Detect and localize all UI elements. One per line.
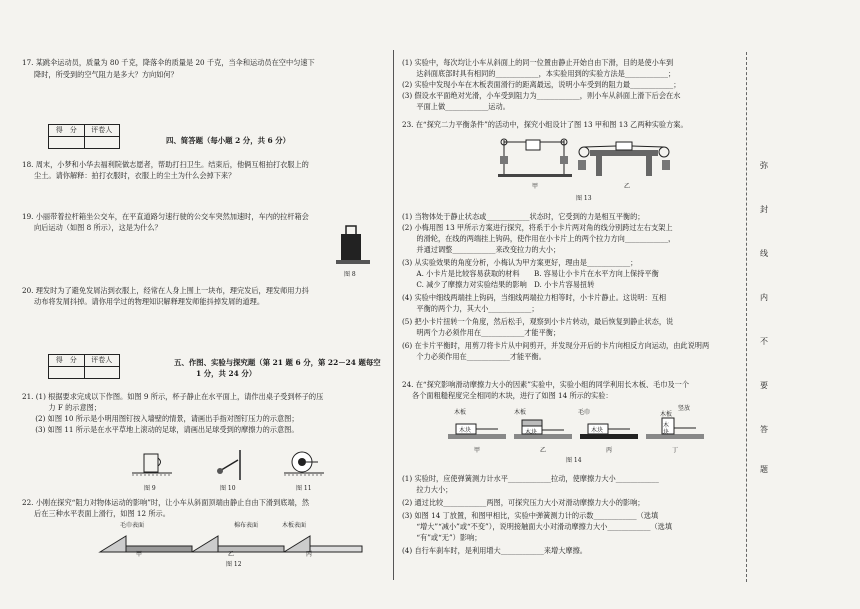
q22-item-1b: 达斜面底部时具有相同的____________，本实验用到的实验方法是____________； (402, 69, 676, 78)
section-4-title: 四、简答题（每小题 2 分，共 6 分） (166, 136, 291, 145)
seal-char: 内 (760, 293, 768, 302)
fig14-part-c: 丙 (606, 447, 613, 454)
figure-13-b (576, 136, 672, 180)
q22-item-2: (2) 实验中发现小车在木板表面滑行的距离最远，说明小车受到的阻力最____________； (402, 80, 681, 89)
seal-char: 答 (760, 425, 768, 434)
q24-item-1b: 拉力大小； (402, 485, 453, 494)
figure-10-thumbtack (210, 450, 250, 482)
q24-item-3: (3) 如图 14 丁放置，和图甲相比，实验中弹簧测力计的示数____________（选填 (402, 511, 659, 520)
q18-line-2: 尘土。请你解释：拍打衣服时，衣服上的尘土为什么会掉下来？ (34, 171, 236, 180)
q23-item-2: (2) 小梅用图 13 甲所示方案进行探究，将系于小卡片两对角的线分别跨过左右支架上 (402, 223, 673, 232)
grader-label: 评卷人 (84, 125, 120, 137)
fig14-block-a: 木块 (459, 427, 472, 434)
score-box-1 (48, 124, 120, 149)
fig14-part-b: 乙 (540, 447, 547, 454)
q23-item-4b: 平衡的两个力，其大小____________； (402, 304, 539, 313)
score-label: 得 分 (49, 355, 85, 367)
seal-char: 要 (760, 381, 768, 390)
q22-item-3b: 平面上做____________运动。 (402, 102, 510, 111)
figure-12-caption: 图 12 (226, 561, 242, 568)
figure-14-caption: 图 14 (566, 457, 582, 464)
fig14-label-a: 木板 (454, 409, 467, 416)
grader-label: 评卷人 (84, 355, 120, 367)
q23-item-6: (6) 在卡片平衡时，用剪刀将卡片从中间剪开，并发现分开后的卡片向相反方向运动，由此说明两 (402, 341, 710, 350)
fig14-part-a: 甲 (474, 447, 481, 454)
q20-line-2: 动布将发屑抖掉。请你用学过的物理知识解释理发师能抖掉发屑的道理。 (34, 297, 265, 306)
fig12-label-wood: 木板表面 (282, 522, 307, 529)
fig14-part-d: 丁 (672, 447, 679, 454)
q24-stem-2: 各个面粗糙程度完全相同的木块，进行了如图 14 所示的实验： (412, 391, 613, 400)
figure-9-caption: 图 9 (144, 485, 156, 492)
q17-line-1: 17. 某跳伞运动员，质量为 80 千克，降落伞的质量是 20 千克，当伞和运动员在空中匀速下 (22, 58, 315, 67)
fig12-part-b: 乙 (228, 551, 235, 558)
seal-char: 题 (760, 465, 768, 474)
q24-item-2: (2) 通过比较____________两图，可探究压力大小对滑动摩擦力大小的影响； (402, 498, 645, 507)
section-5-title-2: 1 分，共 24 分） (196, 369, 257, 378)
fig12-part-a: 甲 (136, 551, 143, 558)
q23-item-4: (4) 实验中细线两端挂上钩码，当细线两端拉力相等时，小卡片静止。这说明：互相 (402, 293, 667, 302)
q21-line-4: (3) 如图 11 所示是在水平草地上滚动的足球，请画出足球受到的摩擦力的示意图。 (28, 425, 299, 434)
q22-line-1: 22. 小刚在探究“阻力对物体运动的影响”时，让小车从斜面顶端由静止自由下滑到底端，然 (22, 498, 310, 507)
fig14-block-b: 木块 (525, 429, 538, 436)
figure-8-caption: 图 8 (344, 271, 356, 278)
q23-item-5: (5) 把小卡片扭转一个角度，然后松手，观察到小卡片转动，最后恢复到静止状态，说 (402, 317, 674, 326)
figure-13-caption: 图 13 (576, 195, 592, 202)
fig14-label-b: 木板 (514, 409, 527, 416)
figure-10-caption: 图 10 (220, 485, 236, 492)
q20-line-1: 20. 理发时为了避免发屑沾到衣服上，经常在人身上围上一块布，理完发后，理发师用力抖 (22, 286, 309, 295)
q23-stem: 23. 在“探究二力平衡条件”的活动中，探究小组设计了图 13 甲和图 13 乙两种实验方案。 (402, 120, 688, 129)
q22-item-1: (1) 实验中，每次均让小车从斜面上的同一位置由静止开始自由下滑，目的是使小车到 (402, 58, 674, 67)
q23-option-cd: C. 减少了摩擦力对实验结果的影响 D. 小卡片容易扭转 (402, 280, 595, 289)
fig14-block-c: 木块 (591, 427, 604, 434)
q22-item-3: (3) 假设水平面绝对光滑，小车受到阻力为____________，则小车从斜面上滑下后会在水 (402, 91, 681, 100)
q24-item-1: (1) 实验时，应使弹簧测力计水平____________拉动，使摩擦力大小____________ (402, 474, 659, 483)
q23-item-1: (1) 当物体处于静止状态或____________状态时，它受到的力是相互平衡的； (402, 212, 645, 221)
fig14-block-d: 木块 (663, 422, 670, 436)
column-divider (393, 50, 394, 580)
q17-line-2: 降时，所受到的空气阻力是多大？方向如何？ (34, 70, 178, 79)
score-box-2 (48, 354, 120, 379)
score-label: 得 分 (49, 125, 85, 137)
figure-11-football (284, 450, 324, 482)
fig12-label-towel: 毛巾表面 (120, 522, 145, 529)
fig13-part-b: 乙 (624, 183, 631, 190)
seal-line (746, 52, 747, 582)
q21-line-2: 力 F 的示意图； (34, 403, 102, 412)
q24-stem-1: 24. 在“探究影响滑动摩擦力大小的因素”实验中，实验小组的同学利用长木板、毛巾及一个 (402, 380, 690, 389)
q21-line-1: 21. (1) 根据要求完成以下作图。如图 9 所示，杯子静止在水平面上，请作出桌子受到杯子的压 (22, 392, 324, 401)
fig14-label-d: 木板 (660, 411, 673, 418)
q22-line-2: 后在三种水平表面上滑行，如图 12 所示。 (34, 509, 170, 518)
section-5-title-1: 五、作图、实验与探究题（第 21 题 6 分，第 22－24 题每空 (174, 358, 381, 367)
q19-line-2: 向后运动（如图 8 所示），这是为什么？ (34, 223, 162, 232)
fig12-label-cotton: 棉布表面 (234, 522, 259, 529)
fig14-label-d-upright: 竖放 (678, 405, 691, 412)
q21-line-3: (2) 如图 10 所示是小明用图钉按入墙壁的情景，请画出手指对图钉压力的示意图； (28, 414, 299, 423)
q18-line-1: 18. 周末，小梦和小华去福利院做志愿者，帮助打扫卫生。结束后，他俩互相拍打衣服上的 (22, 160, 309, 169)
q24-item-3b: “增大”“减小”或“不变”），说明接触面大小对滑动摩擦力大小____________（选填 (402, 522, 673, 531)
seal-char: 弥 (760, 161, 768, 170)
figure-8-suitcase (336, 224, 370, 268)
seal-char: 不 (760, 337, 768, 346)
fig13-part-a: 甲 (532, 183, 539, 190)
figure-9-cup (132, 452, 172, 482)
q23-item-6b: 个力必须作用在____________才能平衡。 (402, 352, 546, 361)
q23-option-ab: A. 小卡片是比较容易获取的材料 B. 容易让小卡片在水平方向上保持平衡 (402, 269, 659, 278)
figure-11-caption: 图 11 (296, 485, 312, 492)
q23-item-5b: 明两个力必须作用在____________才能平衡； (402, 328, 561, 337)
figure-13-a (498, 134, 572, 180)
q24-item-3c: “有”或“无”）影响； (402, 533, 482, 542)
q23-item-2b: 的滑轮，在线的两端挂上钩码，使作用在小卡片上的两个拉力方向____________， (402, 234, 676, 243)
seal-char: 线 (760, 249, 768, 258)
q24-item-4: (4) 自行车刹车时，是利用增大____________来增大摩擦。 (402, 546, 587, 555)
fig14-label-c: 毛巾 (578, 409, 591, 416)
fig12-part-c: 丙 (306, 551, 313, 558)
q19-line-1: 19. 小丽带着拉杆箱坐公交车，在平直道路匀速行驶的公交车突然加速时，车内的拉杆箱会 (22, 212, 309, 221)
q23-item-3: (3) 从实验效果的角度分析，小梅认为甲方案更好，理由是____________； (402, 258, 638, 267)
q23-item-2c: 并通过调整____________来改变拉力的大小； (402, 245, 561, 254)
seal-char: 封 (760, 205, 768, 214)
